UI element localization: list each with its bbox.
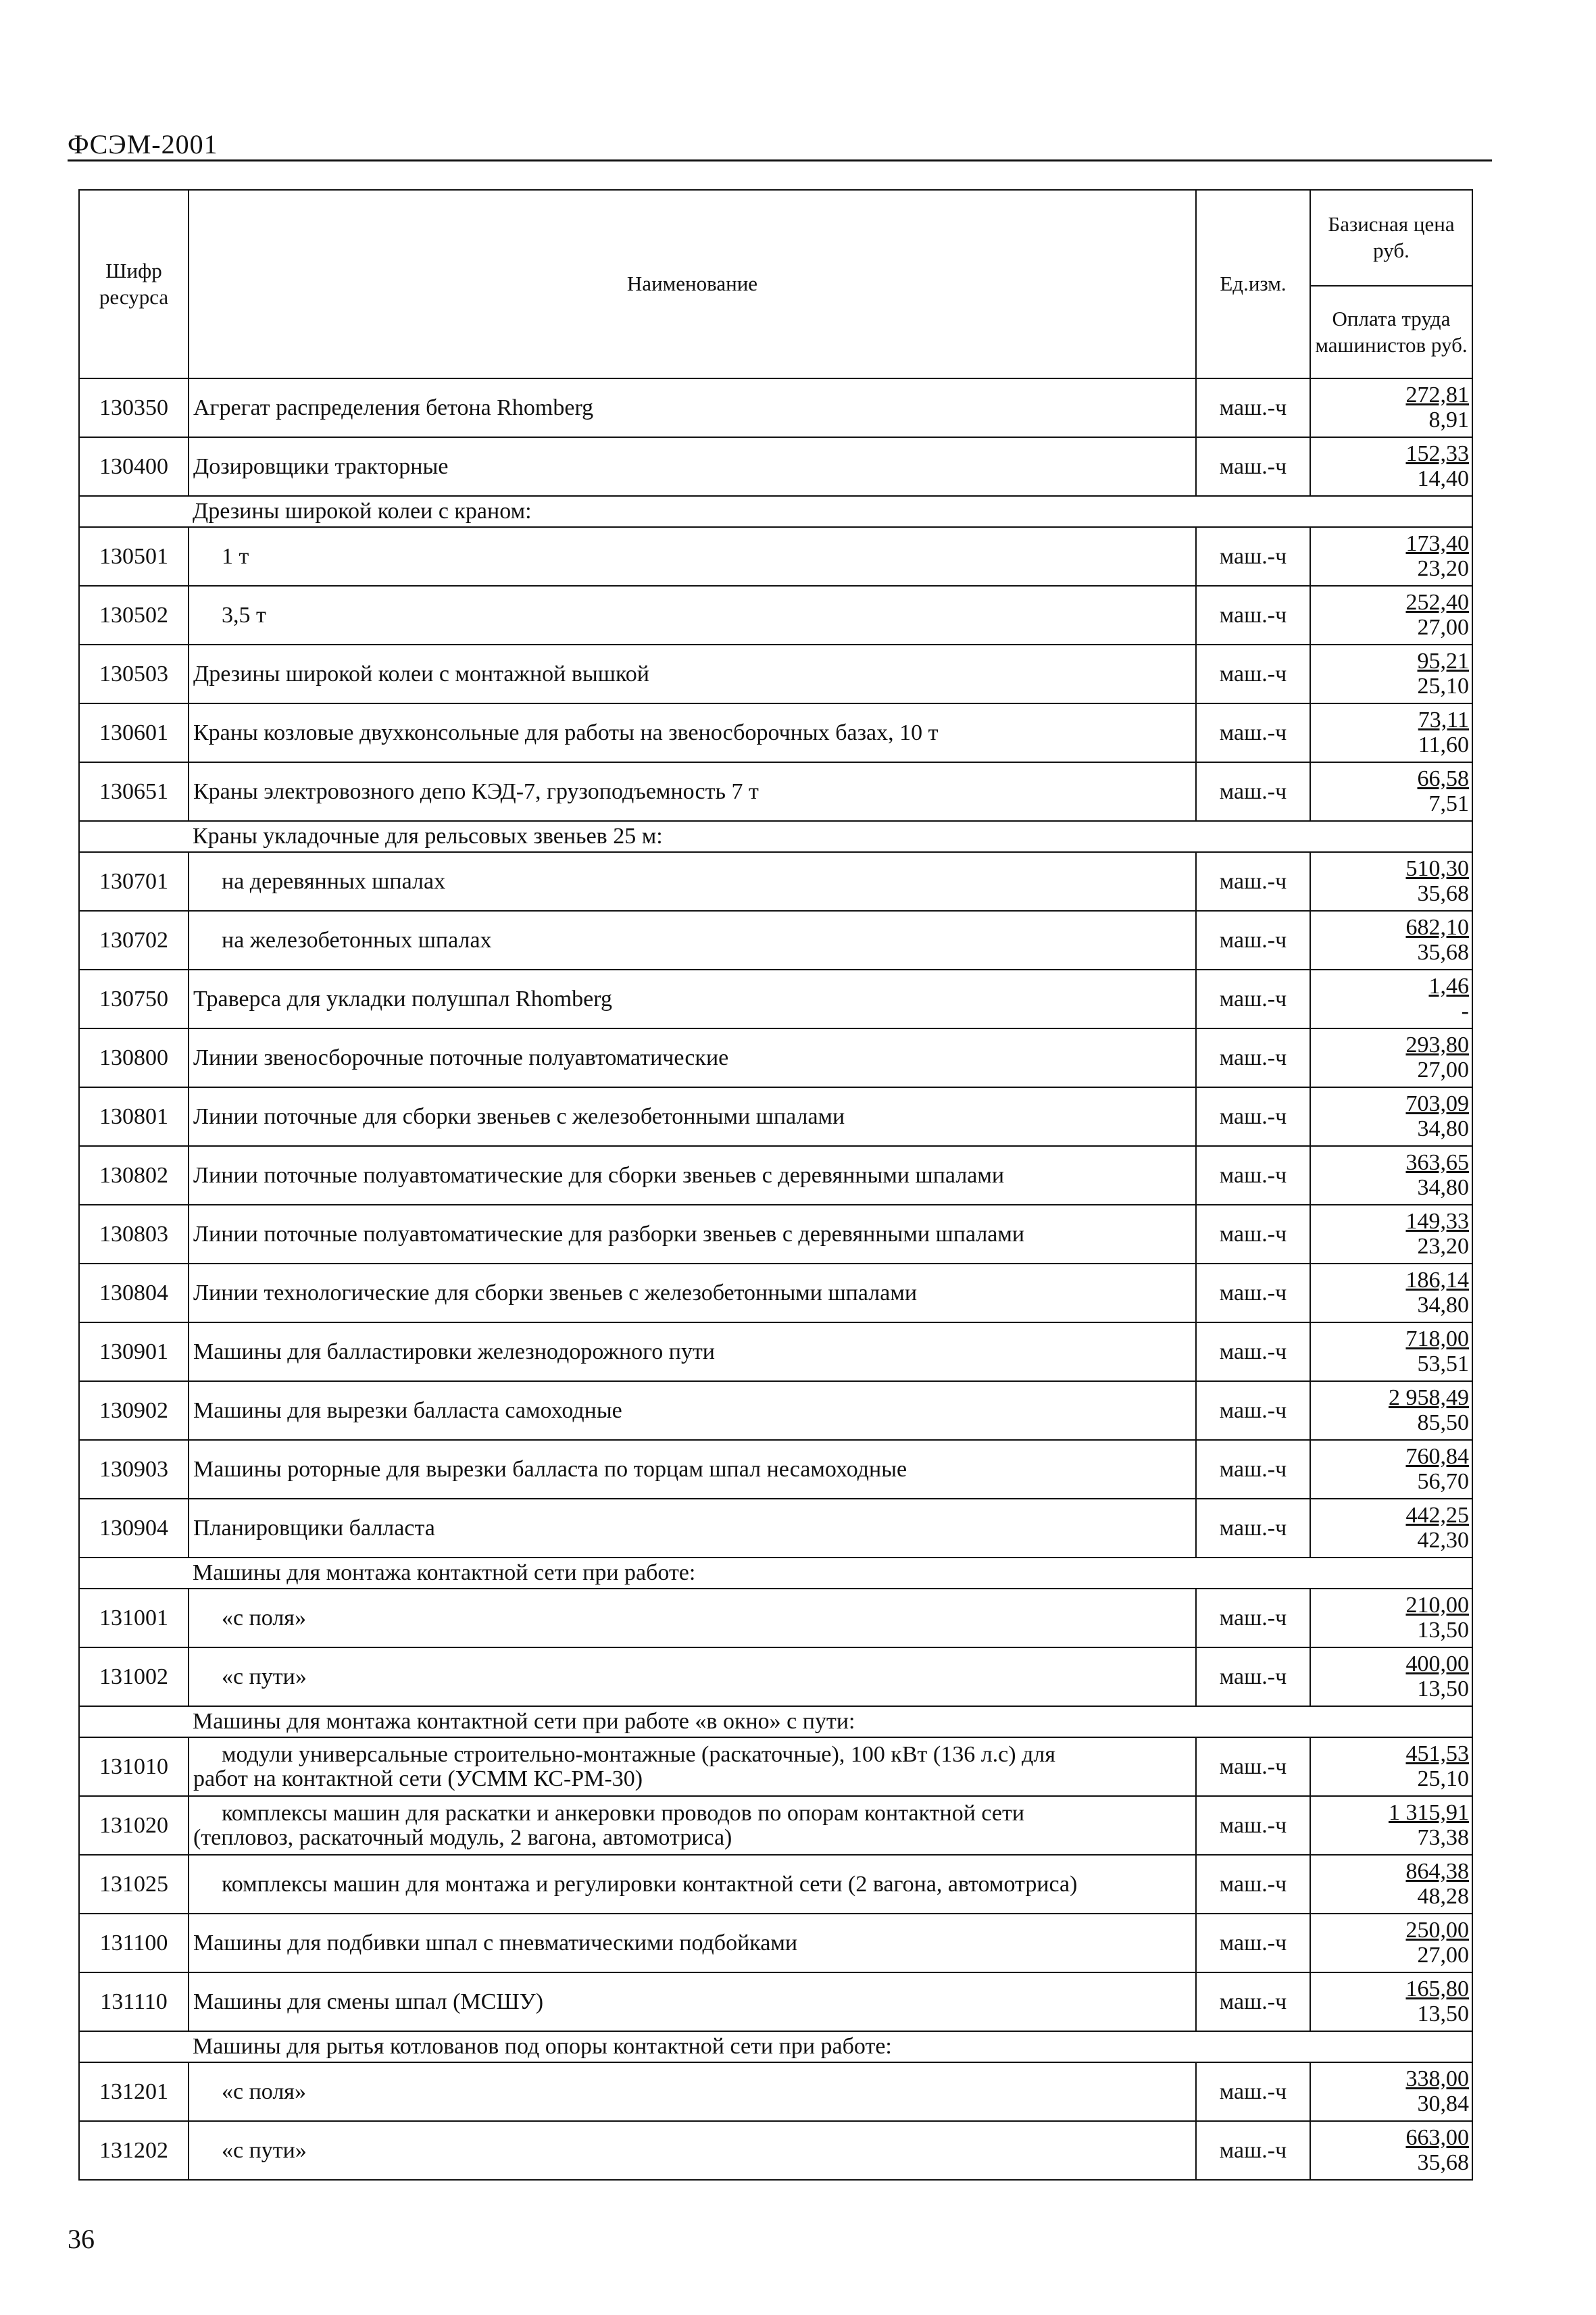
table-row <box>79 1796 1472 1855</box>
unit-of-measure: маш.-ч <box>1196 645 1310 703</box>
table-row <box>79 1855 1472 1914</box>
unit-of-measure: маш.-ч <box>1196 1737 1310 1796</box>
resource-code: 131100 <box>79 1914 189 1972</box>
operator-wage: 14,40 <box>1417 466 1469 491</box>
operator-wage: 34,80 <box>1417 1292 1469 1318</box>
group-spacer <box>79 496 189 527</box>
base-price: 663,00 <box>1405 2124 1469 2150</box>
price-cell <box>1310 378 1472 437</box>
unit-of-measure: маш.-ч <box>1196 586 1310 645</box>
resource-name: Машины для подбивки шпал с пневматическими подбойками <box>189 1914 1196 1972</box>
price-cell <box>1310 1440 1472 1499</box>
table-row <box>79 645 1472 703</box>
resource-name: Машины для смены шпал (МСШУ) <box>189 1972 1196 2031</box>
resource-code: 130901 <box>79 1322 189 1381</box>
table-row <box>79 527 1472 586</box>
base-price: 718,00 <box>1405 1326 1469 1351</box>
table-row <box>79 852 1472 911</box>
resource-name: Линии поточные полуавтоматические для разборки звеньев с деревянными шпалами <box>189 1205 1196 1264</box>
operator-wage: 53,51 <box>1417 1351 1469 1376</box>
operator-wage: 48,28 <box>1417 1883 1469 1909</box>
resource-name: Краны электровозного депо КЭД-7, грузоподъемность 7 т <box>189 762 1196 821</box>
base-price: 73,11 <box>1418 707 1469 732</box>
price-cell <box>1310 586 1472 645</box>
resource-name: 1 т <box>189 527 1196 586</box>
resource-name: на деревянных шпалах <box>189 852 1196 911</box>
operator-wage: 34,80 <box>1417 1174 1469 1200</box>
resource-code: 130350 <box>79 378 189 437</box>
resource-code: 130801 <box>79 1087 189 1146</box>
table-row <box>79 1028 1472 1087</box>
operator-wage: 27,00 <box>1417 614 1469 640</box>
table-row <box>79 762 1472 821</box>
base-price: 250,00 <box>1405 1917 1469 1943</box>
operator-wage: 23,20 <box>1417 555 1469 581</box>
table-row <box>79 1087 1472 1146</box>
group-title: Машины для рытья котлованов под опоры контактной сети при работе: <box>189 2031 1472 2062</box>
base-price: 703,09 <box>1405 1091 1469 1116</box>
column-header-wage: Оплата труда машинистов руб. <box>1310 286 1472 378</box>
unit-of-measure: маш.-ч <box>1196 1322 1310 1381</box>
price-cell <box>1310 1737 1472 1796</box>
operator-wage: 73,38 <box>1417 1824 1469 1850</box>
group-title: Машины для монтажа контактной сети при работе «в окно» с пути: <box>189 1706 1472 1737</box>
table-row <box>79 1914 1472 1972</box>
document-header: ФСЭМ-2001 <box>68 129 218 159</box>
unit-of-measure: маш.-ч <box>1196 1796 1310 1855</box>
price-cell <box>1310 852 1472 911</box>
price-cell <box>1310 1589 1472 1647</box>
operator-wage: 42,30 <box>1417 1527 1469 1553</box>
price-cell <box>1310 703 1472 762</box>
table-row <box>79 1972 1472 2031</box>
operator-wage: 13,50 <box>1417 1617 1469 1643</box>
resource-name: «с поля» <box>189 2062 1196 2121</box>
unit-of-measure: маш.-ч <box>1196 527 1310 586</box>
operator-wage: 13,50 <box>1417 1676 1469 1701</box>
unit-of-measure: маш.-ч <box>1196 1205 1310 1264</box>
price-cell <box>1310 1146 1472 1205</box>
resource-code: 131001 <box>79 1589 189 1647</box>
resource-code: 130750 <box>79 970 189 1028</box>
base-price: 210,00 <box>1405 1592 1469 1618</box>
operator-wage: 25,10 <box>1417 673 1469 699</box>
resource-name: Дрезины широкой колеи с монтажной вышкой <box>189 645 1196 703</box>
unit-of-measure: маш.-ч <box>1196 852 1310 911</box>
resource-code: 130501 <box>79 527 189 586</box>
operator-wage: 30,84 <box>1417 2091 1469 2116</box>
price-cell <box>1310 1647 1472 1706</box>
base-price: 173,40 <box>1405 530 1469 556</box>
unit-of-measure: маш.-ч <box>1196 1264 1310 1322</box>
base-price: 186,14 <box>1405 1267 1469 1293</box>
price-cell <box>1310 970 1472 1028</box>
resource-name: Машины роторные для вырезки балласта по торцам шпал несамоходные <box>189 1440 1196 1499</box>
table-row <box>79 2121 1472 2180</box>
resource-code: 130800 <box>79 1028 189 1087</box>
resource-code: 130502 <box>79 586 189 645</box>
price-cell <box>1310 2121 1472 2180</box>
price-cell <box>1310 1914 1472 1972</box>
price-cell <box>1310 1264 1472 1322</box>
operator-wage: 35,68 <box>1417 939 1469 965</box>
resource-code: 130400 <box>79 437 189 496</box>
price-cell <box>1310 1499 1472 1558</box>
operator-wage: 23,20 <box>1417 1233 1469 1259</box>
operator-wage: 35,68 <box>1417 880 1469 906</box>
table-row <box>79 1647 1472 1706</box>
price-cell <box>1310 911 1472 970</box>
table-row <box>79 1264 1472 1322</box>
price-cell <box>1310 1322 1472 1381</box>
group-title: Машины для монтажа контактной сети при работе: <box>189 1558 1472 1589</box>
column-header-price: Базисная цена руб. <box>1310 190 1472 286</box>
resource-code: 130802 <box>79 1146 189 1205</box>
price-cell <box>1310 1972 1472 2031</box>
table-row <box>79 1205 1472 1264</box>
table-row <box>79 1737 1472 1796</box>
price-cell <box>1310 1087 1472 1146</box>
table-row <box>79 1322 1472 1381</box>
unit-of-measure: маш.-ч <box>1196 1647 1310 1706</box>
table-row <box>79 378 1472 437</box>
resource-code: 130803 <box>79 1205 189 1264</box>
unit-of-measure: маш.-ч <box>1196 437 1310 496</box>
table-row <box>79 1440 1472 1499</box>
header-rule <box>68 159 1492 161</box>
resource-code: 130904 <box>79 1499 189 1558</box>
resource-table <box>78 189 1473 2181</box>
unit-of-measure: маш.-ч <box>1196 1855 1310 1914</box>
unit-of-measure: маш.-ч <box>1196 2121 1310 2180</box>
unit-of-measure: маш.-ч <box>1196 1146 1310 1205</box>
resource-name-line2: (тепловоз, раскаточный модуль, 2 вагона, автомотриса) <box>193 1824 732 1850</box>
unit-of-measure: маш.-ч <box>1196 1972 1310 2031</box>
resource-code: 131025 <box>79 1855 189 1914</box>
base-price: 165,80 <box>1405 1976 1469 2001</box>
price-cell <box>1310 2062 1472 2121</box>
unit-of-measure: маш.-ч <box>1196 703 1310 762</box>
table-row <box>79 703 1472 762</box>
price-cell <box>1310 1381 1472 1440</box>
resource-code: 131110 <box>79 1972 189 2031</box>
resource-code: 130651 <box>79 762 189 821</box>
resource-name-line1: модули универсальные строительно-монтажные (раскаточные), 100 кВт (136 л.с) для <box>222 1741 1055 1767</box>
operator-wage: 13,50 <box>1417 2001 1469 2026</box>
resource-code: 130503 <box>79 645 189 703</box>
column-header-name: Наименование <box>189 190 1196 378</box>
resource-name: Машины для балластировки железнодорожного пути <box>189 1322 1196 1381</box>
resource-name <box>189 1796 1196 1855</box>
group-row <box>79 1558 1472 1589</box>
operator-wage: 25,10 <box>1417 1766 1469 1791</box>
base-price: 252,40 <box>1405 589 1469 615</box>
page-number: 36 <box>68 2224 95 2254</box>
resource-name: Линии поточные для сборки звеньев с железобетонными шпалами <box>189 1087 1196 1146</box>
resource-code: 131201 <box>79 2062 189 2121</box>
table-row <box>79 970 1472 1028</box>
operator-wage: 11,60 <box>1418 732 1469 757</box>
operator-wage: 35,68 <box>1417 2149 1469 2175</box>
base-price: 1 315,91 <box>1389 1799 1469 1825</box>
resource-name: «с поля» <box>189 1589 1196 1647</box>
resource-name: «с пути» <box>189 1647 1196 1706</box>
group-title: Краны укладочные для рельсовых звеньев 25 м: <box>189 821 1472 852</box>
resource-code: 130804 <box>79 1264 189 1322</box>
base-price: 442,25 <box>1405 1502 1469 1528</box>
price-cell <box>1310 1855 1472 1914</box>
group-row <box>79 1706 1472 1737</box>
unit-of-measure: маш.-ч <box>1196 1440 1310 1499</box>
price-cell <box>1310 1205 1472 1264</box>
unit-of-measure: маш.-ч <box>1196 1589 1310 1647</box>
group-spacer <box>79 821 189 852</box>
resource-name <box>189 1737 1196 1796</box>
resource-name: Машины для вырезки балласта самоходные <box>189 1381 1196 1440</box>
resource-name: Линии звеносборочные поточные полуавтоматические <box>189 1028 1196 1087</box>
group-spacer <box>79 2031 189 2062</box>
resource-code: 131020 <box>79 1796 189 1855</box>
table-row <box>79 1499 1472 1558</box>
base-price: 152,33 <box>1405 441 1469 466</box>
unit-of-measure: маш.-ч <box>1196 970 1310 1028</box>
group-title: Дрезины широкой колеи с краном: <box>189 496 1472 527</box>
price-cell <box>1310 645 1472 703</box>
group-spacer <box>79 1706 189 1737</box>
resource-name: комплексы машин для монтажа и регулировки контактной сети (2 вагона, автомотриса) <box>189 1855 1196 1914</box>
operator-wage: 27,00 <box>1417 1057 1469 1082</box>
column-header-unit: Ед.изм. <box>1196 190 1310 378</box>
base-price: 864,38 <box>1405 1858 1469 1884</box>
resource-name: Краны козловые двухконсольные для работы на звеносборочных базах, 10 т <box>189 703 1196 762</box>
resource-code: 130601 <box>79 703 189 762</box>
table-row <box>79 2062 1472 2121</box>
resource-name-line2: работ на контактной сети (УСММ КС-РМ-30) <box>193 1766 643 1791</box>
resource-code: 131202 <box>79 2121 189 2180</box>
resource-name-line1: комплексы машин для раскатки и анкеровки проводов по опорам контактной сети <box>222 1800 1025 1826</box>
operator-wage: 7,51 <box>1428 791 1469 816</box>
operator-wage: 8,91 <box>1428 407 1469 432</box>
resource-code: 131002 <box>79 1647 189 1706</box>
price-cell <box>1310 1796 1472 1855</box>
base-price: 293,80 <box>1405 1032 1469 1057</box>
unit-of-measure: маш.-ч <box>1196 1499 1310 1558</box>
unit-of-measure: маш.-ч <box>1196 1087 1310 1146</box>
unit-of-measure: маш.-ч <box>1196 762 1310 821</box>
resource-name: Дозировщики тракторные <box>189 437 1196 496</box>
resource-name: Линии технологические для сборки звеньев с железобетонными шпалами <box>189 1264 1196 1322</box>
resource-name: Планировщики балласта <box>189 1499 1196 1558</box>
operator-wage: 27,00 <box>1417 1942 1469 1968</box>
unit-of-measure: маш.-ч <box>1196 911 1310 970</box>
table-row <box>79 586 1472 645</box>
base-price: 2 958,49 <box>1389 1385 1469 1410</box>
price-cell <box>1310 527 1472 586</box>
unit-of-measure: маш.-ч <box>1196 378 1310 437</box>
table-row <box>79 437 1472 496</box>
price-cell <box>1310 437 1472 496</box>
resource-name: 3,5 т <box>189 586 1196 645</box>
table-row <box>79 1589 1472 1647</box>
base-price: 451,53 <box>1405 1741 1469 1766</box>
unit-of-measure: маш.-ч <box>1196 1028 1310 1087</box>
group-row <box>79 496 1472 527</box>
operator-wage: 34,80 <box>1417 1116 1469 1141</box>
resource-code: 130702 <box>79 911 189 970</box>
resource-name: «с пути» <box>189 2121 1196 2180</box>
price-cell <box>1310 762 1472 821</box>
group-spacer <box>79 1558 189 1589</box>
resource-code: 131010 <box>79 1737 189 1796</box>
base-price: 338,00 <box>1405 2066 1469 2091</box>
group-row <box>79 2031 1472 2062</box>
base-price: 400,00 <box>1405 1651 1469 1676</box>
unit-of-measure: маш.-ч <box>1196 1914 1310 1972</box>
base-price: 760,84 <box>1405 1443 1469 1469</box>
base-price: 95,21 <box>1417 648 1469 674</box>
operator-wage: 85,50 <box>1417 1410 1469 1435</box>
resource-code: 130701 <box>79 852 189 911</box>
base-price: 682,10 <box>1405 914 1469 940</box>
base-price: 149,33 <box>1405 1208 1469 1234</box>
resource-name: Линии поточные полуавтоматические для сборки звеньев с деревянными шпалами <box>189 1146 1196 1205</box>
base-price: 1,46 <box>1428 973 1469 999</box>
price-cell <box>1310 1028 1472 1087</box>
base-price: 510,30 <box>1405 855 1469 881</box>
resource-code: 130902 <box>79 1381 189 1440</box>
table-row <box>79 1146 1472 1205</box>
operator-wage: - <box>1461 998 1469 1024</box>
base-price: 272,81 <box>1405 382 1469 407</box>
table-row <box>79 1381 1472 1440</box>
unit-of-measure: маш.-ч <box>1196 1381 1310 1440</box>
resource-name: Траверса для укладки полушпал Rhomberg <box>189 970 1196 1028</box>
resource-name: на железобетонных шпалах <box>189 911 1196 970</box>
group-row <box>79 821 1472 852</box>
column-header-code: Шифр ресурса <box>79 190 189 378</box>
resource-name: Агрегат распределения бетона Rhomberg <box>189 378 1196 437</box>
table-row <box>79 911 1472 970</box>
base-price: 66,58 <box>1417 766 1469 791</box>
resource-code: 130903 <box>79 1440 189 1499</box>
unit-of-measure: маш.-ч <box>1196 2062 1310 2121</box>
operator-wage: 56,70 <box>1417 1468 1469 1494</box>
base-price: 363,65 <box>1405 1149 1469 1175</box>
